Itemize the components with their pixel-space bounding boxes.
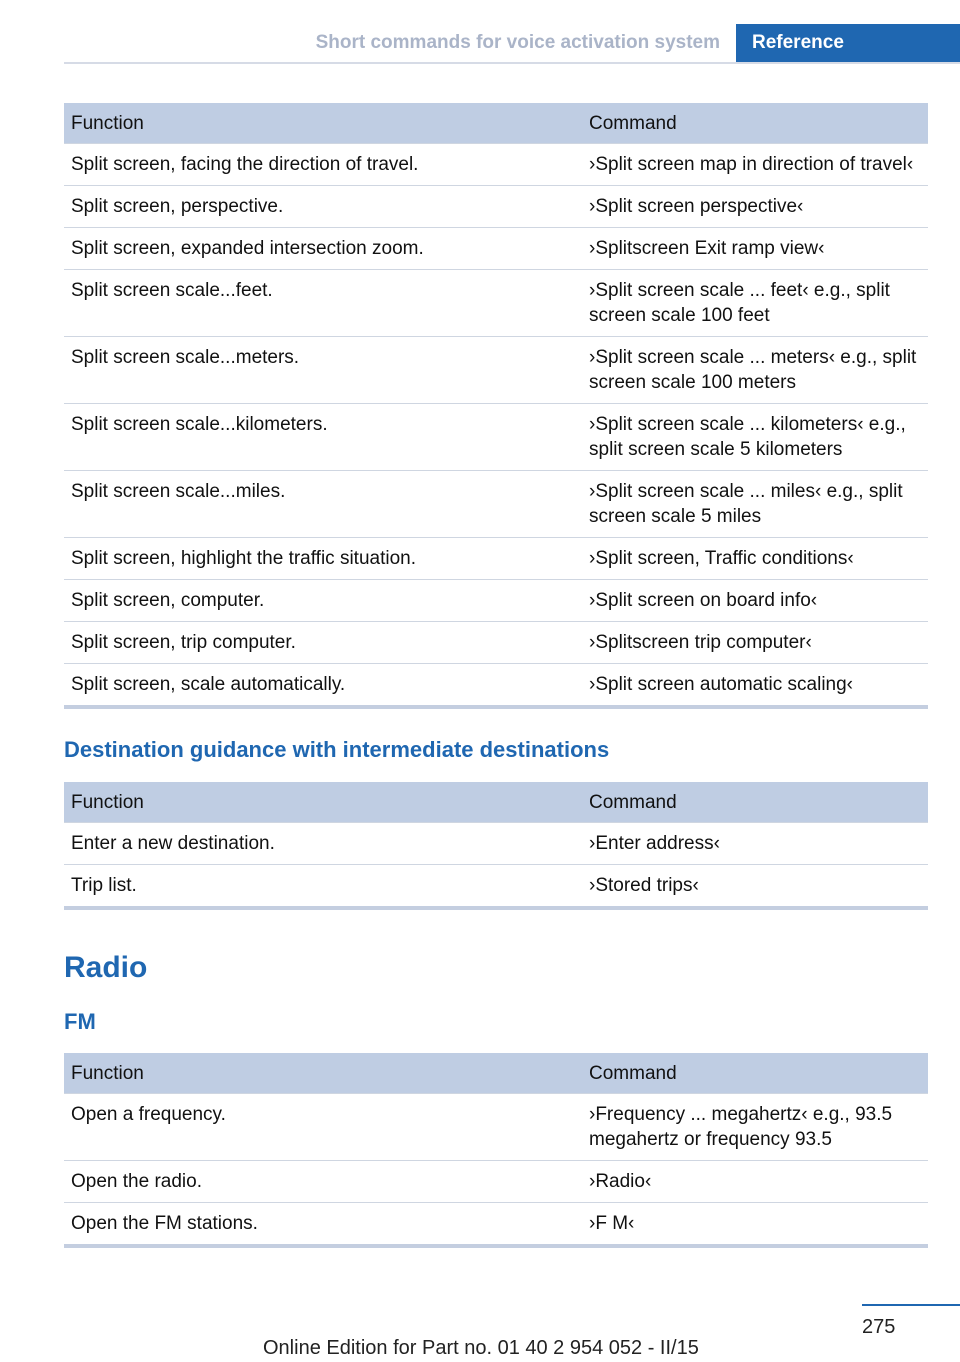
command-cell: ›Split screen perspective‹ bbox=[582, 186, 928, 228]
column-header-command: Command bbox=[582, 782, 928, 823]
table-row bbox=[64, 538, 928, 580]
column-header-command: Command bbox=[582, 103, 928, 144]
function-cell: Trip list. bbox=[64, 865, 582, 907]
table-row bbox=[64, 1203, 928, 1245]
command-cell: ›Splitscreen trip computer‹ bbox=[582, 622, 928, 664]
radio-fm-command-table bbox=[64, 1053, 928, 1248]
function-cell: Open the FM stations. bbox=[64, 1203, 582, 1245]
function-cell: Split screen, expanded intersection zoom. bbox=[64, 228, 582, 270]
command-cell: ›Split screen on board info‹ bbox=[582, 580, 928, 622]
table-row bbox=[64, 404, 928, 471]
column-header-function: Function bbox=[64, 782, 582, 823]
table-header-row bbox=[64, 103, 928, 144]
destination-command-table bbox=[64, 782, 928, 910]
page-number: 275 bbox=[862, 1316, 896, 1338]
table-row bbox=[64, 1161, 928, 1203]
table-bottom-rule bbox=[64, 705, 928, 709]
function-cell: Split screen scale...kilometers. bbox=[64, 404, 582, 471]
command-cell: ›Split screen scale ... meters‹ e.g., split screen scale 100 meters bbox=[582, 337, 928, 404]
table-row bbox=[64, 186, 928, 228]
function-cell: Split screen, facing the direction of travel. bbox=[64, 144, 582, 186]
command-cell: ›Splitscreen Exit ramp view‹ bbox=[582, 228, 928, 270]
footer-edition-text: Online Edition for Part no. 01 40 2 954 052 - II/15 bbox=[263, 1337, 699, 1359]
column-header-function: Function bbox=[64, 1053, 582, 1094]
table-row bbox=[64, 1094, 928, 1161]
radio-section-heading: Radio bbox=[64, 951, 148, 984]
function-cell: Open the radio. bbox=[64, 1161, 582, 1203]
table-row bbox=[64, 580, 928, 622]
table-row bbox=[64, 865, 928, 907]
header-section-title: Short commands for voice activation system bbox=[315, 32, 720, 53]
table-row bbox=[64, 270, 928, 337]
table-row bbox=[64, 228, 928, 270]
function-cell: Split screen, computer. bbox=[64, 580, 582, 622]
table-header-row bbox=[64, 1053, 928, 1094]
table-row bbox=[64, 337, 928, 404]
header-reference-tab[interactable]: Reference bbox=[736, 24, 960, 62]
table-bottom-rule bbox=[64, 906, 928, 910]
table-header-row bbox=[64, 782, 928, 823]
column-header-command: Command bbox=[582, 1053, 928, 1094]
command-cell: ›Split screen, Traffic conditions‹ bbox=[582, 538, 928, 580]
table-row bbox=[64, 622, 928, 664]
command-cell: ›Split screen scale ... feet‹ e.g., split screen scale 100 feet bbox=[582, 270, 928, 337]
table-row bbox=[64, 664, 928, 706]
command-cell: ›Frequency ... megahertz‹ e.g., 93.5 megahertz or frequency 93.5 bbox=[582, 1094, 928, 1161]
column-header-function: Function bbox=[64, 103, 582, 144]
function-cell: Split screen scale...miles. bbox=[64, 471, 582, 538]
table-row bbox=[64, 823, 928, 865]
function-cell: Split screen scale...feet. bbox=[64, 270, 582, 337]
command-cell: ›Split screen scale ... kilometers‹ e.g., split screen scale 5 kilometers bbox=[582, 404, 928, 471]
table-row bbox=[64, 471, 928, 538]
function-cell: Split screen, perspective. bbox=[64, 186, 582, 228]
function-cell: Open a frequency. bbox=[64, 1094, 582, 1161]
command-cell: ›Split screen map in direction of travel‹ bbox=[582, 144, 928, 186]
command-cell: ›Radio‹ bbox=[582, 1161, 928, 1203]
function-cell: Split screen, scale automatically. bbox=[64, 664, 582, 706]
command-cell: ›Stored trips‹ bbox=[582, 865, 928, 907]
command-cell: ›Enter address‹ bbox=[582, 823, 928, 865]
function-cell: Split screen, trip computer. bbox=[64, 622, 582, 664]
function-cell: Enter a new destination. bbox=[64, 823, 582, 865]
function-cell: Split screen scale...meters. bbox=[64, 337, 582, 404]
split-screen-command-table bbox=[64, 103, 928, 709]
table-row bbox=[64, 144, 928, 186]
footer-rule bbox=[862, 1304, 960, 1306]
command-cell: ›F M‹ bbox=[582, 1203, 928, 1245]
page-header bbox=[64, 24, 960, 64]
destination-section-heading: Destination guidance with intermediate destinations bbox=[64, 737, 610, 762]
function-cell: Split screen, highlight the traffic situation. bbox=[64, 538, 582, 580]
table-bottom-rule bbox=[64, 1244, 928, 1248]
command-cell: ›Split screen automatic scaling‹ bbox=[582, 664, 928, 706]
command-cell: ›Split screen scale ... miles‹ e.g., split screen scale 5 miles bbox=[582, 471, 928, 538]
fm-subheading: FM bbox=[64, 1009, 96, 1034]
